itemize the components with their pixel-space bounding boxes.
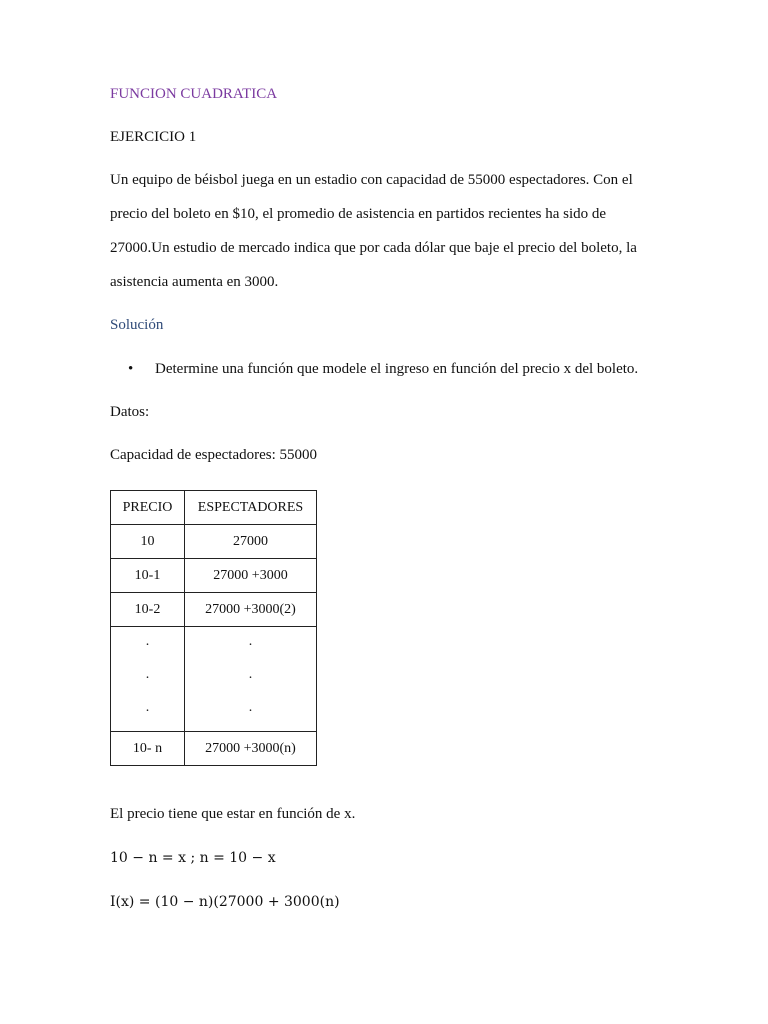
ellipsis-cell	[185, 627, 317, 732]
table-header-row	[111, 491, 317, 525]
price-note: El precio tiene que estar en función de x.	[110, 806, 356, 822]
ellipsis-dot: .	[145, 634, 150, 649]
ellipsis-dot: .	[145, 700, 150, 715]
header-espectadores: ESPECTADORES	[185, 491, 317, 525]
paragraph-line-1: Un equipo de béisbol juega en un estadio con capacidad de 55000 espectadores. Con el	[110, 172, 633, 188]
exercise-heading: EJERCICIO 1	[110, 129, 197, 145]
table-cell: 27000 +3000	[185, 559, 317, 593]
table-cell: 10	[111, 525, 185, 559]
header-precio: PRECIO	[111, 491, 185, 525]
equation-1: 10 − n = x ; n = 10 − x	[110, 850, 276, 866]
table-cell: 10-2	[111, 593, 185, 627]
table-ellipsis-row	[111, 627, 317, 732]
price-spectators-table	[110, 490, 317, 766]
table-row	[111, 559, 317, 593]
table-cell: 27000 +3000(n)	[185, 732, 317, 766]
ellipsis-dot: .	[248, 700, 253, 715]
table-row	[111, 732, 317, 766]
bullet-item: Determine una función que modele el ingreso en función del precio x del boleto.	[155, 361, 639, 377]
solution-heading: Solución	[110, 317, 164, 333]
capacity-line: Capacidad de espectadores: 55000	[110, 447, 318, 463]
table-cell: 10-1	[111, 559, 185, 593]
table-row	[111, 525, 317, 559]
document-title: FUNCION CUADRATICA	[110, 86, 278, 102]
bullet-icon: •	[128, 361, 134, 377]
table-cell: 27000	[185, 525, 317, 559]
table-row	[111, 593, 317, 627]
ellipsis-cell	[111, 627, 185, 732]
table-cell: 10- n	[111, 732, 185, 766]
ellipsis-dot: .	[145, 667, 150, 682]
equation-2: I(x) = (10 − n)(27000 + 3000(n)	[110, 894, 340, 910]
paragraph-line-4: asistencia aumenta en 3000.	[110, 274, 279, 290]
ellipsis-dot: .	[248, 634, 253, 649]
paragraph-line-2: precio del boleto en $10, el promedio de asistencia en partidos recientes ha sido de	[110, 206, 607, 222]
ellipsis-dot: .	[248, 667, 253, 682]
datos-label: Datos:	[110, 404, 150, 420]
paragraph-line-3: 27000.Un estudio de mercado indica que por cada dólar que baje el precio del boleto, la	[110, 240, 637, 256]
table-cell: 27000 +3000(2)	[185, 593, 317, 627]
